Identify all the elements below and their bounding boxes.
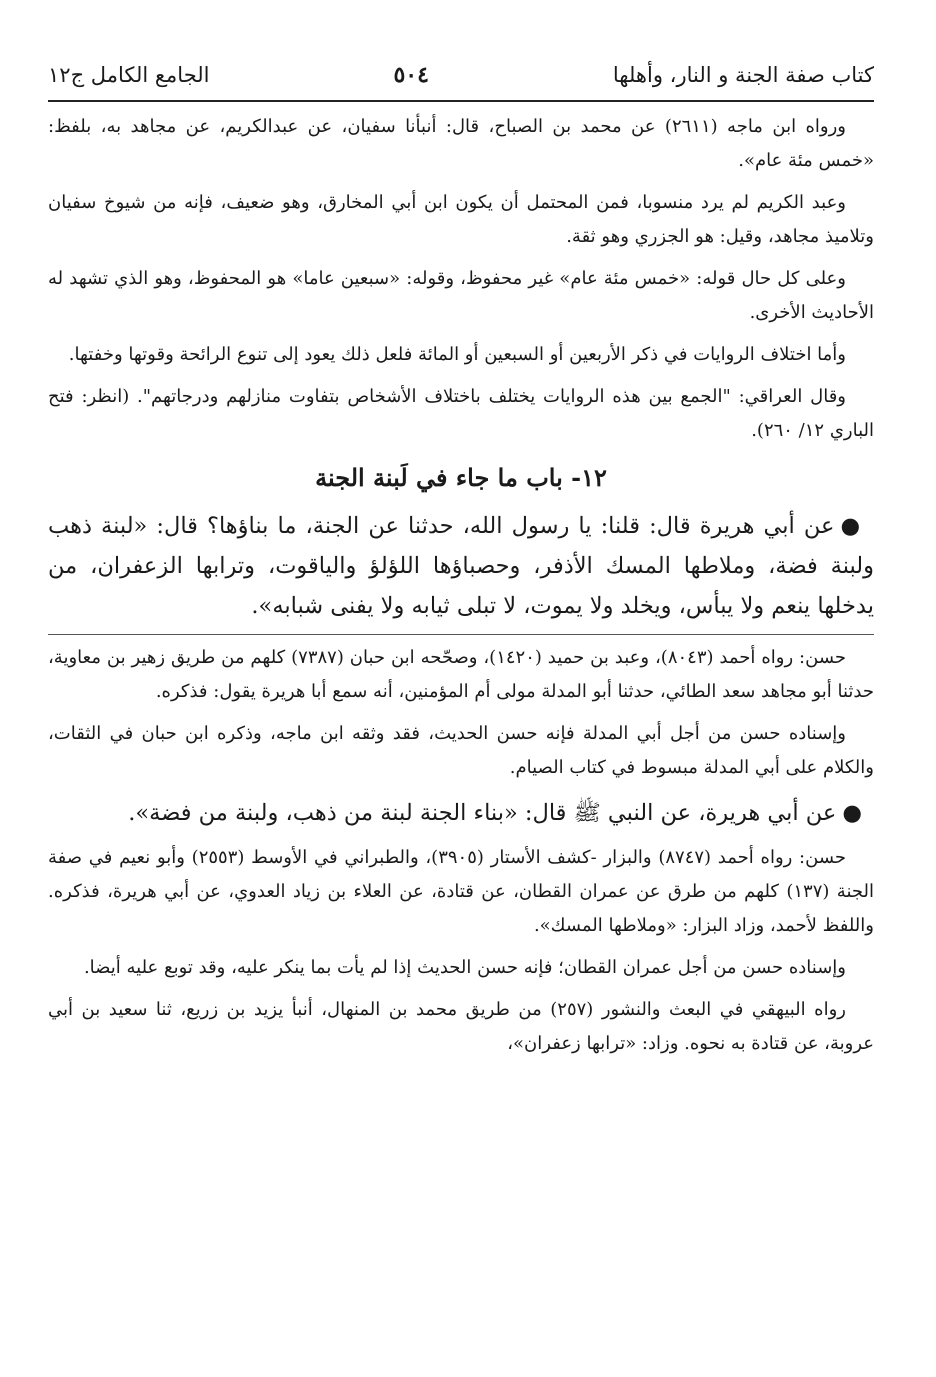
header-book-title: كتاب صفة الجنة و النار، وأهلها — [612, 63, 874, 87]
commentary-paragraph: حسن: رواه أحمد (٨٠٤٣)، وعبد بن حميد (١٤٢٠)، وصحّحه ابن حبان (٧٣٨٧) كلهم من طريق زهير بن معاوية، حدثنا أبو مجاهد سعد الطائي، حدثنا أبو المدلة مولى أم المؤمنين، أنه سمع أبا هريرة يقول: فذكره. — [48, 647, 874, 702]
book-page — [48, 60, 874, 1069]
section-divider — [48, 634, 874, 635]
bullet-icon: ● — [842, 800, 862, 826]
commentary-paragraph: وأما اختلاف الروايات في ذكر الأربعين أو السبعين أو المائة فلعل ذلك يعود إلى تنوع الرائحة وقوتها وخفتها. — [68, 344, 846, 365]
hadith-text — [48, 793, 874, 833]
hadith-text — [48, 506, 874, 626]
commentary-paragraph: رواه البيهقي في البعث والنشور (٢٥٧) من طريق محمد بن المنهال، أنبأ يزيد بن زريع، ثنا سعيد بن أبي عروبة، عن قتادة به نحوه. وزاد: «ترابها زعفران»، — [48, 999, 874, 1054]
commentary-paragraph: ورواه ابن ماجه (٢٦١١) عن محمد بن الصباح، قال: أنبأنا سفيان، عن عبدالكريم، عن مجاهد به، بلفظ: «خمس مئة عام». — [48, 116, 874, 171]
commentary-paragraph: وإسناده حسن من أجل أبي المدلة فإنه حسن الحديث، فقد وثقه ابن ماجه، وذكره ابن حبان في الثقات، والكلام على أبي المدلة مبسوط في كتاب الصيام. — [48, 723, 874, 778]
commentary-paragraph: حسن: رواه أحمد (٨٧٤٧) والبزار -كشف الأستار (٣٩٠٥)، والطبراني في الأوسط (٢٥٥٣) وأبو نعيم في صفة الجنة (١٣٧) كلهم من طرق عن عمران القطان، عن قتادة، عن العلاء بن زياد العدوي، عن أبي هريرة، فذكره. واللفظ لأحمد، وزاد البزار: «وملاطها المسك». — [48, 847, 874, 936]
commentary-paragraph: وقال العراقي: "الجمع بين هذه الروايات يختلف باختلاف الأشخاص بتفاوت منازلهم ودرجاتهم". (انظر: فتح الباري ١٢/ ٢٦٠). — [48, 386, 874, 441]
page-body — [48, 110, 874, 1061]
running-header — [48, 60, 874, 96]
page-number: ٥٠٤ — [393, 62, 429, 88]
commentary-paragraph: وعلى كل حال قوله: «خمس مئة عام» غير محفوظ، وقوله: «سبعين عاما» هو المحفوظ، وهو الذي تشهد له الأحاديث الأخرى. — [48, 268, 874, 323]
commentary-paragraph: وإسناده حسن من أجل عمران القطان؛ فإنه حسن الحديث إذا لم يأت بما ينكر عليه، وقد توبع عليه أيضا. — [83, 957, 846, 978]
bullet-icon: ● — [840, 513, 862, 539]
header-rule — [48, 100, 874, 102]
commentary-paragraph: وعبد الكريم لم يرد منسوبا، فمن المحتمل أن يكون ابن أبي المخارق، وهو ضعيف، فإنه من شيوخ سفيان وتلاميذ مجاهد، وقيل: هو الجزري وهو ثقة. — [48, 192, 874, 247]
header-collection-title: الجامع الكامل ج١٢ — [48, 63, 210, 87]
chapter-heading: ١٢- باب ما جاء في لَبنة الجنة — [315, 463, 607, 492]
hadith-body: عن أبي هريرة، عن النبي ﷺ قال: «بناء الجنة لبنة من ذهب، ولبنة من فضة». — [128, 800, 837, 826]
hadith-body: عن أبي هريرة قال: قلنا: يا رسول الله، حدثنا عن الجنة، ما بناؤها؟ قال: «لبنة ذهب ولبنة فضة، وملاطها المسك الأذفر، وحصباؤها اللؤلؤ والياقوت، وترابها الزعفران، من يدخلها ينعم ولا يبأس، ويخلد ولا يموت، لا تبلى ثيابه ولا يفنى شبابه». — [48, 513, 874, 619]
